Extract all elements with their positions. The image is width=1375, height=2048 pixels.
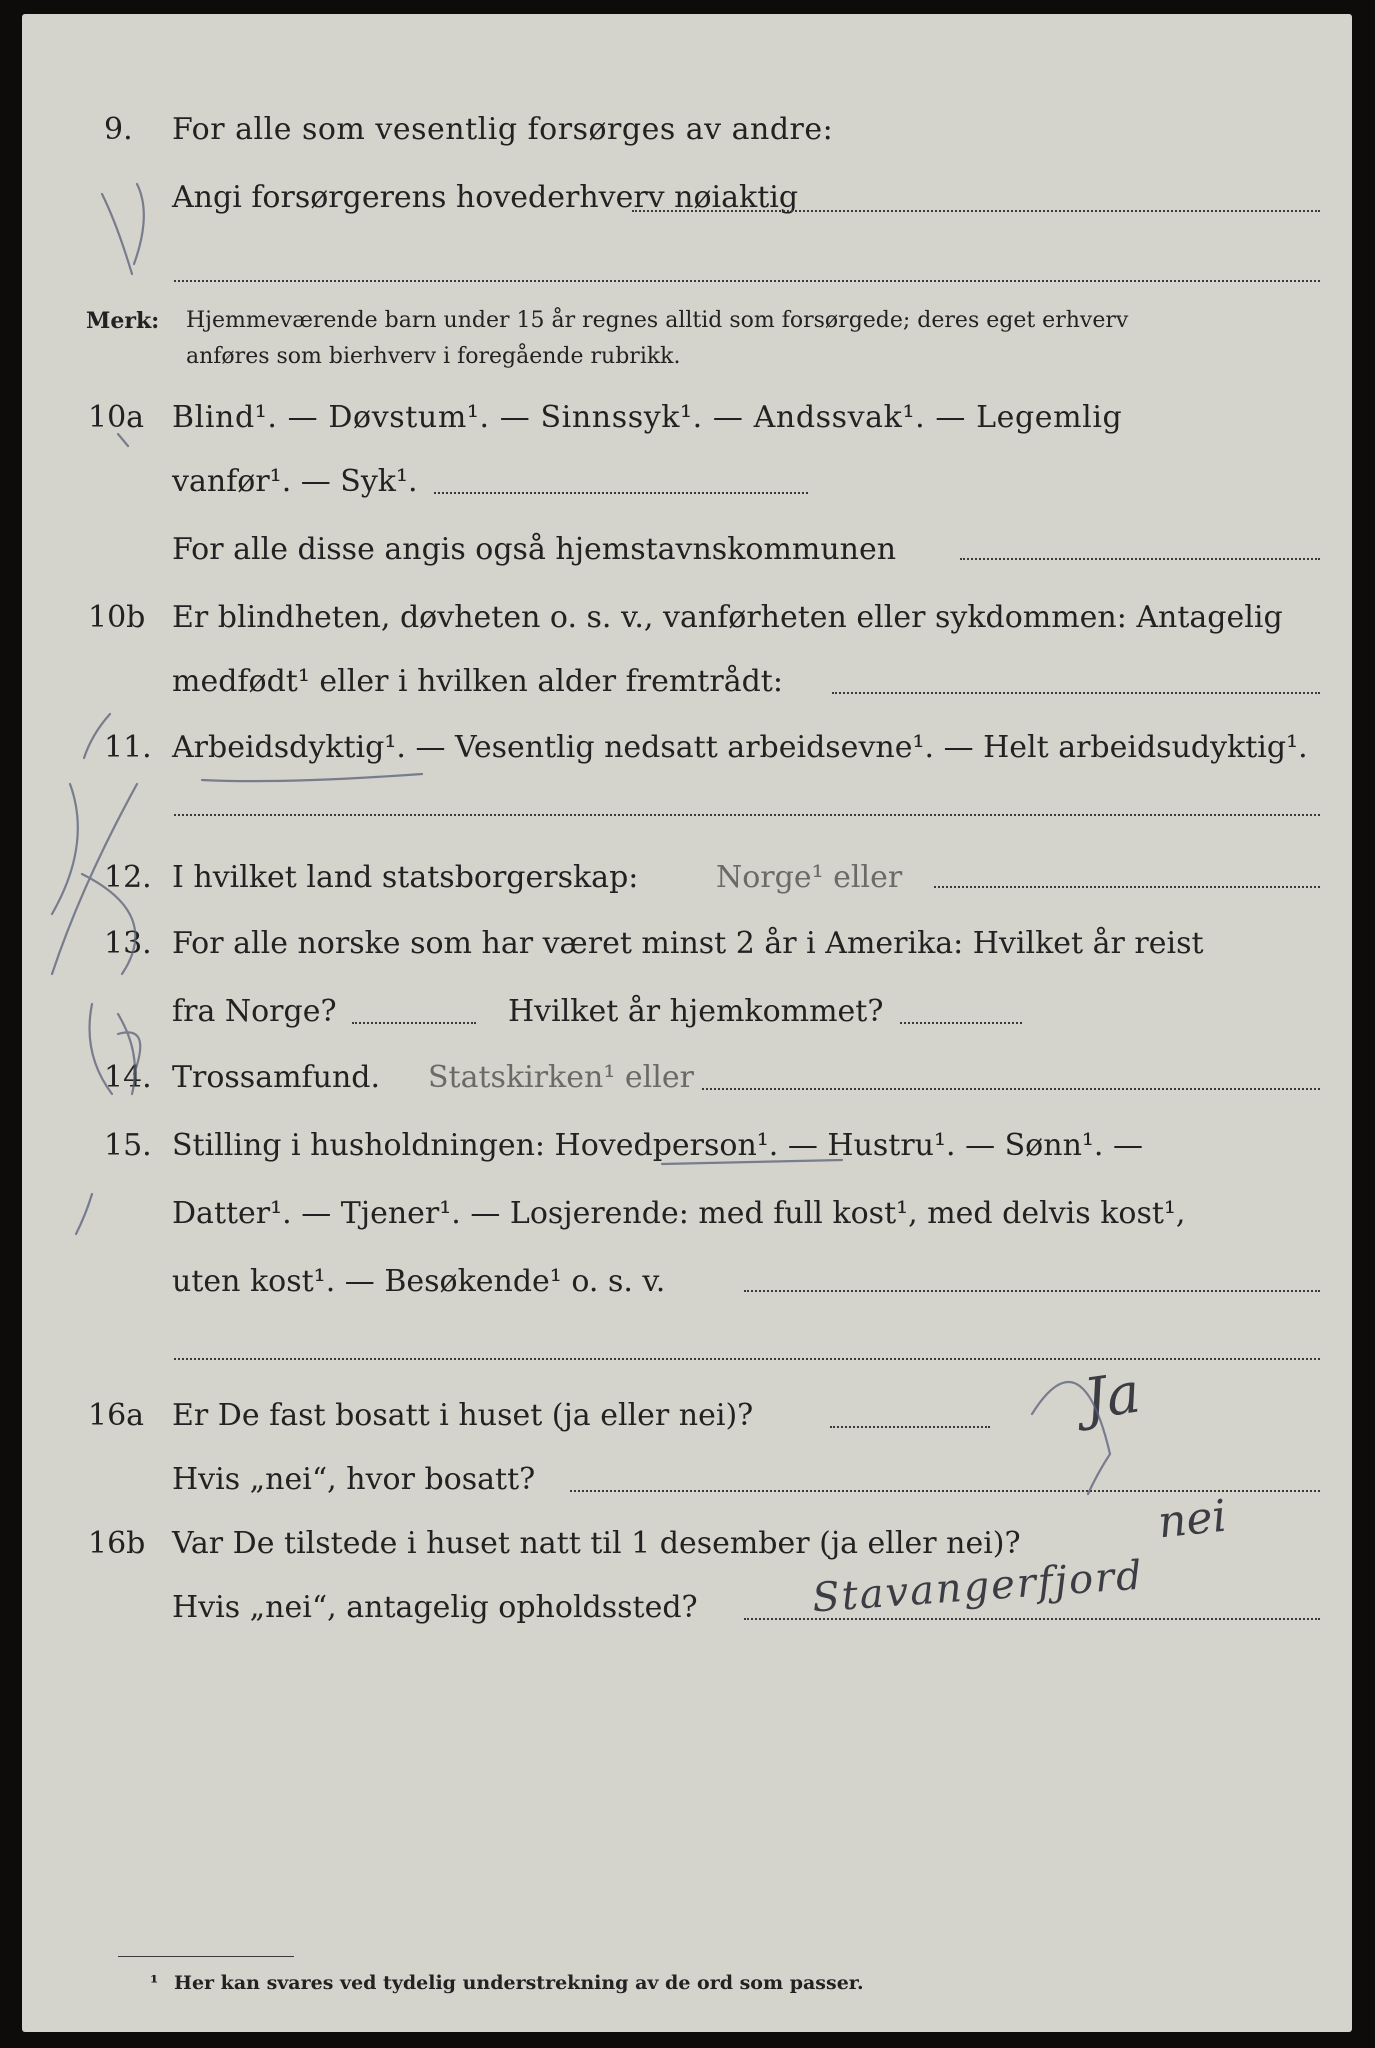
item-11-line1: Arbeidsdyktig¹. — Vesentlig nedsatt arbeidsevne¹. — Helt arbeidsudyktig¹. [172, 730, 1308, 765]
item-9-line1: For alle som vesentlig forsørges av andre: [172, 112, 834, 147]
merk-label: Merk: [86, 308, 160, 334]
item-15-number: 15. [104, 1128, 152, 1163]
handwritten-answer-stavangerfjord: Stavangerfjord [810, 1552, 1146, 1622]
item-15-line3: uten kost¹. — Besøkende¹ o. s. v. [172, 1264, 666, 1299]
item-10b-number: 10b [88, 600, 146, 635]
pencil-mark-item9 [102, 184, 144, 274]
item-10b-line2: medfødt¹ eller i hvilken alder fremtrådt: [172, 664, 783, 699]
pencil-stroke-ja [1032, 1382, 1110, 1494]
item-9-line2: Angi forsørgerens hovederhverv nøiaktig [172, 180, 799, 215]
footnote-rule [118, 1956, 294, 1957]
item-13-line2a: fra Norge? [172, 994, 337, 1029]
pencil-tick-11 [84, 714, 110, 758]
item-13-number: 13. [104, 926, 152, 961]
item-14-text-b: Statskirken¹ eller [428, 1060, 694, 1095]
item-15-line1: Stilling i husholdningen: Hovedperson¹. — Hustru¹. — Sønn¹. — [172, 1128, 1143, 1163]
footnote-mark: ¹ [150, 1972, 159, 1994]
pencil-mark-14 [90, 1004, 141, 1094]
census-form-page [22, 14, 1352, 2032]
pencil-tick-15 [76, 1194, 92, 1234]
item-13-line2b: Hvilket år hjemkommet? [508, 994, 884, 1029]
item-13-line1: For alle norske som har været minst 2 år i Amerika: Hvilket år reist [172, 926, 1204, 961]
item-14-text-a: Trossamfund. [172, 1060, 381, 1095]
item-12-text-a: I hvilket land statsborgerskap: [172, 860, 639, 895]
item-10a-number: 10a [88, 400, 145, 435]
item-16a-line1: Er De fast bosatt i huset (ja eller nei)? [172, 1398, 754, 1433]
pencil-marks [22, 14, 1352, 2032]
item-10a-line2: vanfør¹. — Syk¹. [172, 464, 418, 499]
pencil-tick-10a [118, 434, 128, 446]
pencil-underline-arbeidsdyktig [202, 774, 422, 781]
merk-line1: Hjemmeværende barn under 15 år regnes alltid som forsørgede; deres eget erhverv [186, 308, 1129, 333]
footnote-text: Her kan svares ved tydelig understrekning av de ord som passer. [174, 1972, 864, 1994]
item-10b-line1: Er blindheten, døvheten o. s. v., vanførheten eller sykdommen: Antagelig [172, 600, 1283, 635]
item-16b-line1: Var De tilstede i huset natt til 1 desember (ja eller nei)? [172, 1526, 1021, 1561]
item-14-number: 14. [104, 1060, 152, 1095]
pencil-mark-12-13 [52, 784, 137, 974]
item-12-number: 12. [104, 860, 152, 895]
handwritten-answer-nei: nei [1155, 1490, 1229, 1549]
item-16b-number: 16b [88, 1526, 146, 1561]
item-11-number: 11. [104, 730, 152, 765]
item-10a-line1: Blind¹. — Døvstum¹. — Sinnssyk¹. — Andssvak¹. — Legemlig [172, 400, 1123, 435]
item-12-text-b: Norge¹ eller [716, 860, 903, 895]
pencil-underline-hovedperson [662, 1160, 842, 1164]
merk-line2: anføres som bierhverv i foregående rubrikk. [186, 344, 681, 369]
item-16a-line2: Hvis „nei“, hvor bosatt? [172, 1462, 536, 1497]
item-9-number: 9. [104, 112, 133, 147]
item-15-line2: Datter¹. — Tjener¹. — Losjerende: med full kost¹, med delvis kost¹, [172, 1196, 1186, 1231]
handwritten-answer-ja: Ja [1079, 1360, 1145, 1433]
item-16b-line2: Hvis „nei“, antagelig opholdssted? [172, 1590, 698, 1625]
item-16a-number: 16a [88, 1398, 145, 1433]
item-10a-line3: For alle disse angis også hjemstavnskommunen [172, 532, 897, 567]
